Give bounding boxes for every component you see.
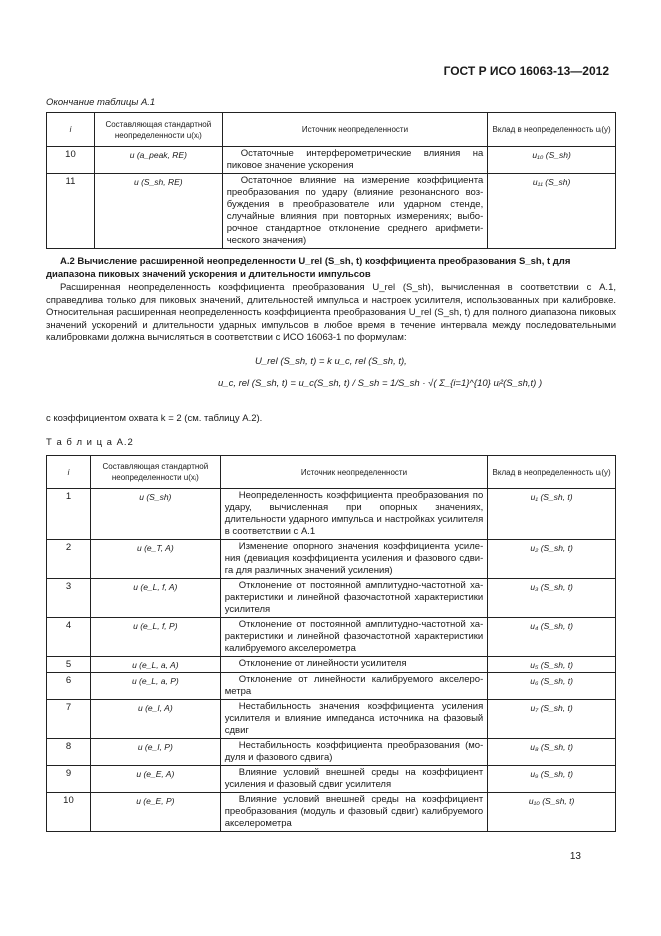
row-index: 9 (47, 766, 91, 793)
row-contribution: u₂ (S_sh, t) (488, 540, 616, 579)
col-header-source: Источник неопределенности (220, 456, 487, 489)
row-component: u (S_sh, RE) (94, 174, 222, 249)
row-component: u (e_L, f, P) (90, 618, 220, 657)
row-source: Изменение опорного значения коэффициента усиления (девиация коэффициента усиления и фазового сдвига для различных значений усиления) (220, 540, 487, 579)
table-row (47, 579, 616, 618)
row-component: u (e_T, A) (90, 540, 220, 579)
row-contribution: u₄ (S_sh, t) (488, 618, 616, 657)
table-row (47, 739, 616, 766)
row-index: 4 (47, 618, 91, 657)
row-component: u (S_sh) (90, 489, 220, 540)
row-index: 5 (47, 657, 91, 673)
table-row (47, 540, 616, 579)
table1-caption: Окончание таблицы А.1 (46, 97, 156, 108)
row-index: 1 (47, 489, 91, 540)
row-source: Остаточные интерферометрические влияния на пиковое значение ускорения (222, 147, 488, 174)
table-row (47, 766, 616, 793)
col-header-contribution: Вклад в неопределенность uᵢ(y) (488, 456, 616, 489)
row-source: Влияние условий внешней среды на коэффициент усиления и фазовый сдвиг усилителя (220, 766, 487, 793)
row-contribution: u₁₀ (S_sh, t) (488, 793, 616, 832)
table-row (47, 657, 616, 673)
row-index: 2 (47, 540, 91, 579)
table-row (47, 700, 616, 739)
row-source: Неопределенность коэффициента преобразования по удару, вычисленная при опорных значениях, длительности ударного импульса и настройках усилителя в соответствии с А.1 (220, 489, 487, 540)
table-row (47, 618, 616, 657)
row-component: u (e_L, a, A) (90, 657, 220, 673)
col-header-contribution: Вклад в неопределенность uᵢ(y) (488, 113, 616, 147)
table-a1-end (46, 112, 616, 249)
row-contribution: u₁ (S_sh, t) (488, 489, 616, 540)
row-index: 10 (47, 793, 91, 832)
col-header-component: Составляющая стандартной неопределенности u(xᵢ) (94, 113, 222, 147)
table-a2 (46, 455, 616, 832)
row-index: 8 (47, 739, 91, 766)
page-number: 13 (569, 851, 581, 862)
row-source: Отклонение от линейности калибруемого акселерометра (220, 673, 487, 700)
col-header-i: i (47, 456, 91, 489)
row-component: u (e_L, a, P) (90, 673, 220, 700)
formula-expanded-uncertainty: U_rel (S_sh, t) = k u_c, rel (S_sh, t), (255, 356, 407, 367)
table-row (47, 174, 616, 249)
row-contribution: u₁₁ (S_sh) (488, 174, 616, 249)
row-index: 3 (47, 579, 91, 618)
formula-combined-uncertainty: u_c, rel (S_sh, t) = u_c(S_sh, t) / S_sh = 1/S_sh · √( Σ_{i=1}^{10} uᵢ²(S_sh,t) ) (218, 378, 543, 389)
row-source: Отклонение от линейности усилителя (220, 657, 487, 673)
row-contribution: u₆ (S_sh, t) (488, 673, 616, 700)
row-component: u (e_L, f, A) (90, 579, 220, 618)
section-a2-title: А.2 Вычисление расширенной неопределенности U_rel (S_sh, t) коэффициента преобразования S_sh, t для диапазона пиковых значений ускорения и длительности импульсов (46, 256, 571, 280)
row-source: Влияние условий внешней среды на коэффициент преобразования (модуль и фазовый сдвиг) калибруемого акселерометра (220, 793, 487, 832)
col-header-component: Составляющая стандартной неопределенности u(xᵢ) (90, 456, 220, 489)
row-contribution: u₇ (S_sh, t) (488, 700, 616, 739)
row-index: 11 (47, 174, 95, 249)
row-component: u (e_I, P) (90, 739, 220, 766)
table2-caption: Т а б л и ц а А.2 (46, 437, 134, 448)
document-number: ГОСТ Р ИСО 16063-13—2012 (443, 64, 609, 78)
row-source: Отклонение от постоянной амплитудно-частотной характеристики и линейной фазочастотной характеристики калибруемого акселерометра (220, 618, 487, 657)
row-contribution: u₉ (S_sh, t) (488, 766, 616, 793)
row-contribution: u₈ (S_sh, t) (488, 739, 616, 766)
row-contribution: u₁₀ (S_sh) (488, 147, 616, 174)
table-row (47, 147, 616, 174)
row-component: u (e_E, P) (90, 793, 220, 832)
table-row (47, 673, 616, 700)
col-header-source: Источник неопределенности (222, 113, 488, 147)
table-row (47, 489, 616, 540)
section-a2-paragraph: Расширенная неопределенность коэффициента преобразования U_rel (S_sh), вычисленная в соответствии с А.1, справедлива только для пиковых значений, длительностей импульса и настроек усилителя, использованных при калибровке. Относительная расширенная неопределенность коэффициента преобразования U_rel (S_sh, t) для полного диапазона пиковых значений ускорений и длительности ударных импульсов в любое время в течение интервала между последовательными калибровками должна вычисляться в соответствии с ИСО 16063-1 по формулам: (46, 282, 616, 343)
col-header-i: i (47, 113, 95, 147)
row-component: u (e_E, A) (90, 766, 220, 793)
table-row (47, 793, 616, 832)
row-contribution: u₃ (S_sh, t) (488, 579, 616, 618)
row-component: u (e_I, A) (90, 700, 220, 739)
coverage-factor-note: с коэффициентом охвата k = 2 (см. таблицу А.2). (46, 413, 263, 424)
row-source: Нестабильность коэффициента преобразования (модуля и фазового сдвига) (220, 739, 487, 766)
row-component: u (a_peak, RE) (94, 147, 222, 174)
row-source: Остаточное влияние на измерение коэффициента преобразования по удару (влияние резонансного возбуждения в преобразователе или ударном стенде, случайные влияния при повторных измерениях; выборочное стандартное отклонение среднего арифметического значения) (222, 174, 488, 249)
row-source: Нестабильность значения коэффициента усиления усилителя и влияние импеданса источника на фазовый сдвиг (220, 700, 487, 739)
row-index: 6 (47, 673, 91, 700)
row-index: 10 (47, 147, 95, 174)
row-index: 7 (47, 700, 91, 739)
row-source: Отклонение от постоянной амплитудно-частотной характеристики и линейной фазочастотной характеристики усилителя (220, 579, 487, 618)
row-contribution: u₅ (S_sh, t) (488, 657, 616, 673)
